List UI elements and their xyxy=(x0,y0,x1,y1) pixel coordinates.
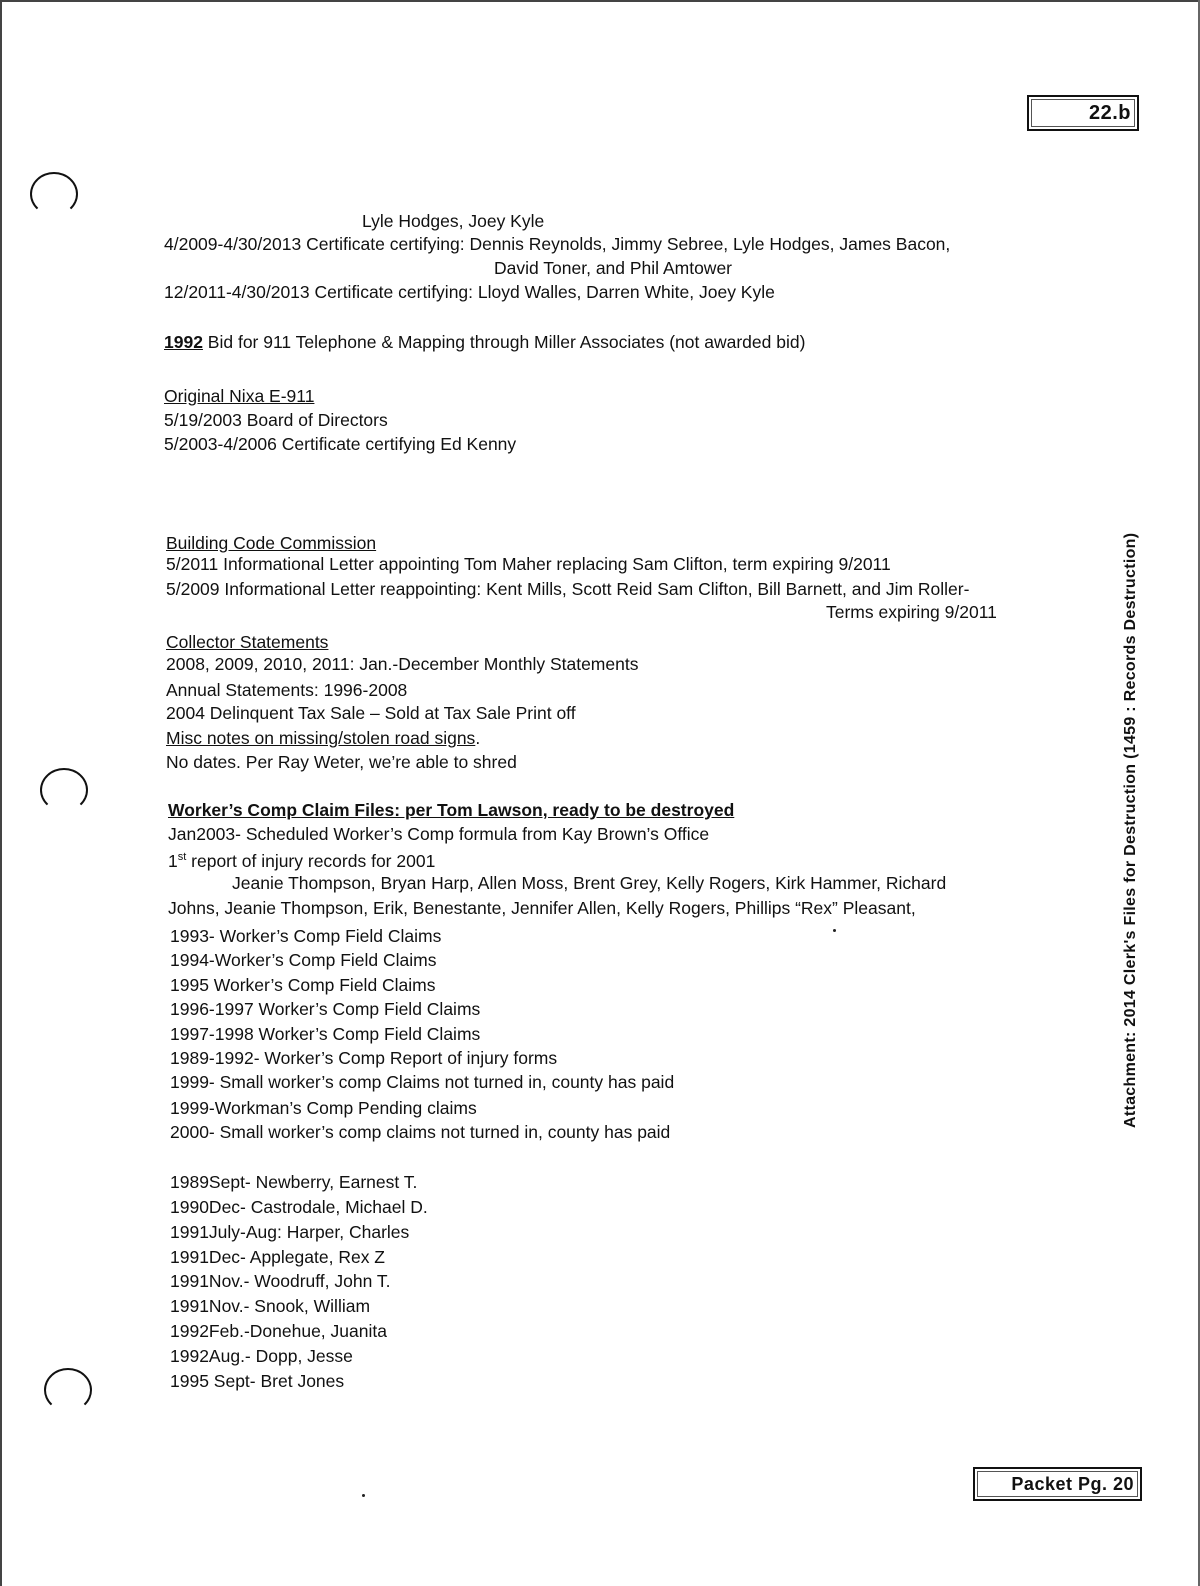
building-line-2: 5/2009 Informational Letter reappointing: Kent Mills, Scott Reid Sam Clifton, Bill Barnett, and Jim Roller- xyxy=(166,579,970,599)
punch-hole-top xyxy=(30,172,78,216)
workers-item: 1995 Worker’s Comp Field Claims xyxy=(170,975,436,995)
packet-page-stamp: Packet Pg. 20 xyxy=(973,1467,1142,1501)
injury-report-text: report of injury records for 2001 xyxy=(186,851,436,871)
workers-item: 1989-1992- Worker’s Comp Report of injury forms xyxy=(170,1048,558,1068)
page-edge-left xyxy=(0,0,2,1586)
name-entry: 1992Feb.-Donehue, Juanita xyxy=(170,1321,387,1341)
name-entry: 1991July-Aug: Harper, Charles xyxy=(170,1222,410,1242)
misc-notes-period: . xyxy=(475,728,481,748)
workers-item: 2000- Small worker’s comp claims not turned in, county has paid xyxy=(170,1122,671,1142)
nixa-line-2: 5/2003-4/2006 Certificate certifying Ed Kenny xyxy=(164,434,517,454)
nixa-heading: Original Nixa E-911 xyxy=(164,386,315,406)
page-edge-top xyxy=(0,0,1200,2)
workers-heading: Worker’s Comp Claim Files: per Tom Lawson, ready to be destroyed xyxy=(168,800,735,820)
collector-line-3: 2004 Delinquent Tax Sale – Sold at Tax Sale Print off xyxy=(166,703,576,723)
collector-line-2: Annual Statements: 1996-2008 xyxy=(166,680,408,700)
attachment-side-label: Attachment: 2014 Clerk's Files for Destruction (1459 : Records Destruction) xyxy=(1122,532,1139,1128)
workers-item: 1999-Workman’s Comp Pending claims xyxy=(170,1098,477,1118)
board-line-4: 12/2011-4/30/2013 Certificate certifying: Lloyd Walles, Darren White, Joey Kyle xyxy=(164,282,775,302)
ordinal-suffix: st xyxy=(177,851,187,864)
building-heading: Building Code Commission xyxy=(166,533,377,553)
board-line-2: 4/2009-4/30/2013 Certificate certifying: Dennis Reynolds, Jimmy Sebree, Lyle Hodges, James Bacon, xyxy=(164,234,951,254)
building-line-3: Terms expiring 9/2011 xyxy=(826,602,997,622)
bid-text: Bid for 911 Telephone & Mapping through Miller Associates (not awarded bid) xyxy=(202,332,806,352)
page-ref-stamp: 22.b xyxy=(1027,95,1139,131)
workers-item: 1997-1998 Worker’s Comp Field Claims xyxy=(170,1024,481,1044)
board-line-3: David Toner, and Phil Amtower xyxy=(494,258,733,278)
workers-line-2 xyxy=(168,850,435,872)
ordinal-number: 1 xyxy=(168,851,178,871)
punch-hole-middle xyxy=(40,768,88,812)
bid-year: 1992 xyxy=(164,332,203,352)
name-entry: 1989Sept- Newberry, Earnest T. xyxy=(170,1172,418,1192)
workers-item: 1993- Worker’s Comp Field Claims xyxy=(170,926,442,946)
building-line-1: 5/2011 Informational Letter appointing Tom Maher replacing Sam Clifton, term expiring 9/2011 xyxy=(166,554,891,574)
workers-line-3: Jeanie Thompson, Bryan Harp, Allen Moss, Brent Grey, Kelly Rogers, Kirk Hammer, Richard xyxy=(232,873,947,893)
workers-item: 1994-Worker’s Comp Field Claims xyxy=(170,950,437,970)
bid-line xyxy=(164,331,805,353)
scan-speck xyxy=(362,1494,365,1497)
workers-line-4: Johns, Jeanie Thompson, Erik, Benestante, Jennifer Allen, Kelly Rogers, Phillips “Rex” Pleasant, xyxy=(168,898,916,918)
collector-line-1: 2008, 2009, 2010, 2011: Jan.-December Monthly Statements xyxy=(166,654,639,674)
name-entry: 1990Dec- Castrodale, Michael D. xyxy=(170,1197,428,1217)
nixa-line-1: 5/19/2003 Board of Directors xyxy=(164,410,388,430)
workers-item: 1999- Small worker’s comp Claims not turned in, county has paid xyxy=(170,1072,675,1092)
collector-line-5: No dates. Per Ray Weter, we’re able to shred xyxy=(166,752,517,772)
misc-notes-text: Misc notes on missing/stolen road signs xyxy=(166,728,476,748)
name-entry: 1991Dec- Applegate, Rex Z xyxy=(170,1247,385,1267)
name-entry: 1991Nov.- Snook, William xyxy=(170,1296,371,1316)
scan-speck xyxy=(833,929,836,932)
workers-line-1: Jan2003- Scheduled Worker’s Comp formula from Kay Brown’s Office xyxy=(168,824,710,844)
name-entry: 1995 Sept- Bret Jones xyxy=(170,1371,345,1391)
name-entry: 1992Aug.- Dopp, Jesse xyxy=(170,1346,353,1366)
name-entry: 1991Nov.- Woodruff, John T. xyxy=(170,1271,391,1291)
punch-hole-bottom xyxy=(44,1368,92,1412)
board-line-1: Lyle Hodges, Joey Kyle xyxy=(362,211,545,231)
collector-heading: Collector Statements xyxy=(166,632,329,652)
workers-item: 1996-1997 Worker’s Comp Field Claims xyxy=(170,999,481,1019)
collector-line-4 xyxy=(166,727,480,749)
